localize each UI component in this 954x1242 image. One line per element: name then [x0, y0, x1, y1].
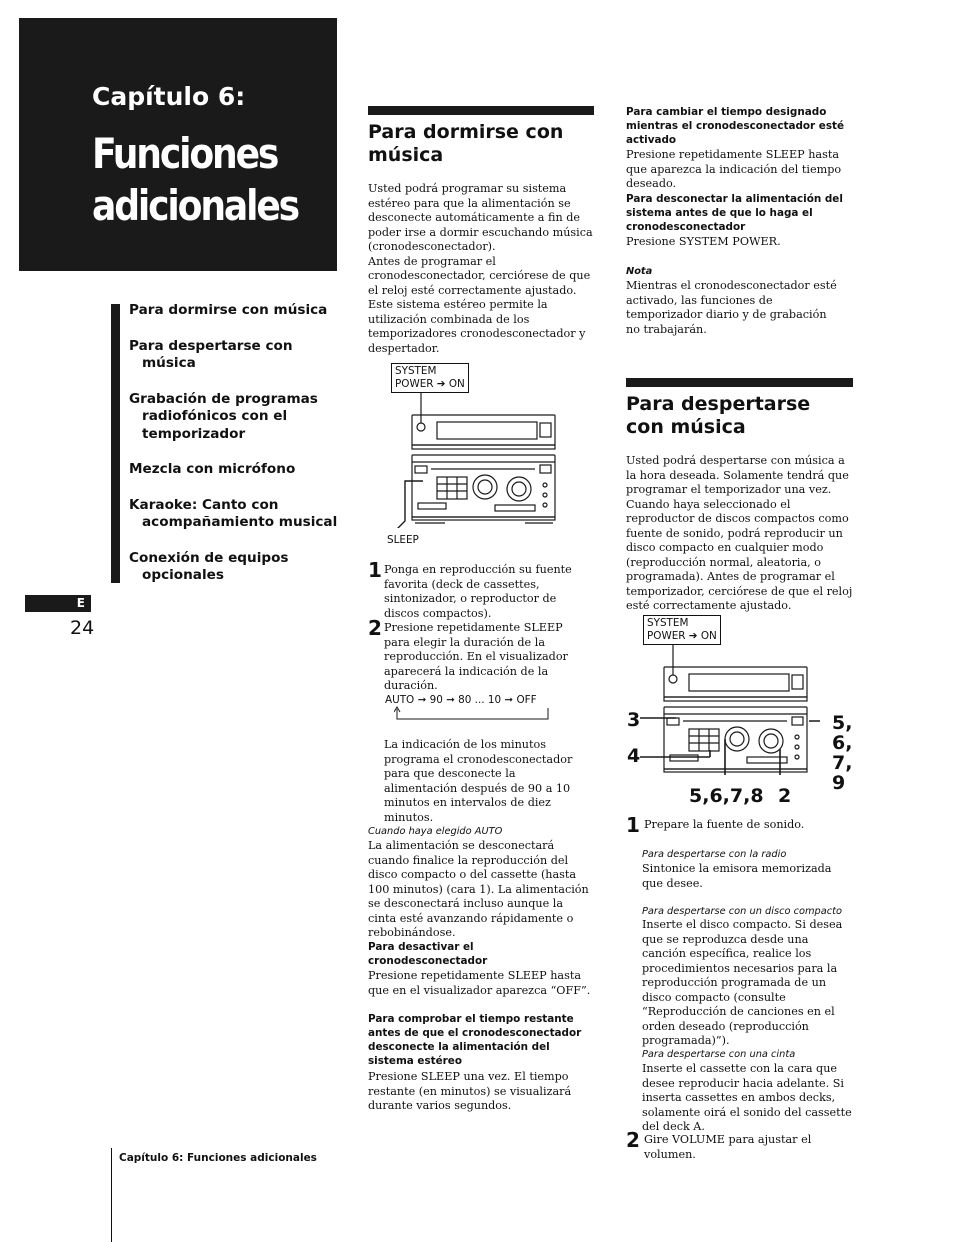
paragraph: Este sistema estéreo permite la utilización combinada de los temporizadores cronodesconectador y despertador.	[368, 298, 586, 355]
sequence-auto: AUTO	[385, 694, 415, 706]
table-of-contents	[129, 302, 349, 603]
callout-4: 4	[627, 745, 641, 767]
system-power-label: SYSTEM POWER ➔ ON	[643, 615, 721, 645]
section-bar	[626, 378, 853, 387]
wake-section-title: Para despertarse con música	[626, 393, 811, 438]
language-tag: E	[25, 595, 91, 612]
stereo-system-diagram-icon	[640, 645, 820, 775]
page-number: 24	[70, 617, 95, 639]
toc-bar	[111, 304, 120, 583]
sequence-90: 90	[429, 694, 443, 706]
toc-item[interactable]: Grabación de programas radiofónicos con el temporizador	[129, 390, 318, 442]
callout-2: 2	[778, 785, 792, 807]
sequence-80-10: 80 ... 10	[458, 694, 502, 706]
sleep-label: SLEEP	[387, 534, 419, 546]
toc-item[interactable]: Mezcla con micrófono	[129, 461, 296, 477]
step-text: Ponga en reproducción su fuente favorita (deck de cassettes, sintonizador, o reproductor de discos compactos).	[384, 563, 572, 620]
step-number: 2	[626, 1128, 640, 1152]
sleep-sequence	[385, 694, 585, 706]
auto-text: La alimentación se desconectará cuando finalice la reproducción del disco compacto o del cassette (hasta 100 minutos) (cara 1). La alimentación se desconectará incluso aunque la cinta esté avanzando rápidamente o rebobinándose.	[368, 839, 589, 939]
toc-item[interactable]: Karaoke: Canto con acompañamiento musical	[129, 496, 338, 530]
arrow-right-icon: ➞	[446, 694, 459, 706]
chapter-title-line-1: Funciones	[92, 129, 278, 178]
step-number: 1	[368, 558, 382, 582]
running-footer: Capítulo 6: Funciones adicionales	[119, 1152, 317, 1164]
wake-intro: Usted podrá despertarse con música a la hora deseada. Solamente tendrá que programar el temporizador una vez. Cuando haya seleccionado el reproductor de discos compactos como fuente de sonido, podrá reproducir un disco compacto en cualquier modo (reproducción normal, aleatoria, o programada). Antes de programar el temporizador, cerciórese de que el reloj esté correctamente ajustado.	[626, 454, 853, 612]
chapter-title-line-2: adicionales	[92, 181, 299, 230]
sleep-section-title: Para dormirse con música	[368, 121, 564, 166]
cd-text: Inserte el disco compacto. Si desea que se reproduzca desde una canción específica, realice los procedimientos necesarios para la reproducción programada de un disco compacto (consulte “Reproducción de canciones en el orden deseado (reproducción programada)”).	[642, 918, 843, 1047]
deactivate-heading: Para desactivar el cronodesconectador	[368, 941, 488, 967]
step-number: 2	[368, 616, 382, 640]
loop-arrow-icon	[394, 706, 554, 724]
step-number: 1	[626, 813, 640, 837]
arrow-right-icon: ➞	[504, 694, 517, 706]
change-heading: Para cambiar el tiempo designado mientras el cronodesconectador esté activado	[626, 106, 845, 146]
check-heading: Para comprobar el tiempo restante antes de que el cronodesconectador desconecte la alimentación del sistema estéreo	[368, 1013, 582, 1067]
arrow-right-icon: ➞	[417, 694, 430, 706]
tape-heading: Para despertarse con una cinta	[642, 1049, 796, 1060]
toc-item[interactable]: Para despertarse con música	[129, 337, 293, 371]
stereo-system-diagram-icon	[385, 393, 565, 528]
callout-5-6-7-9: 5, 6, 7, 9	[832, 712, 853, 794]
step-text: Presione repetidamente SLEEP para elegir la duración de la reproducción. En el visualizador aparecerá la indicación de la duración.	[384, 621, 568, 692]
footer-rule	[111, 1148, 112, 1242]
check-text: Presione SLEEP una vez. El tiempo restante (en minutos) se visualizará durante varios segundos.	[368, 1070, 572, 1112]
deactivate-text: Presione repetidamente SLEEP hasta que en el visualizador aparezca “OFF”.	[368, 969, 591, 997]
step2-note: La indicación de los minutos programa el cronodesconectador para que desconecte la alimentación después de 90 a 10 minutos en intervalos de diez minutos.	[384, 738, 573, 824]
system-power-label: SYSTEM POWER ➔ ON	[391, 363, 469, 393]
chapter-label: Capítulo 6:	[92, 82, 246, 111]
tape-text: Inserte el cassette con la cara que desee reproducir hacia adelante. Si inserta cassettes en ambos decks, solamente oirá el sonido del cassette del deck A.	[642, 1062, 852, 1133]
change-text: Presione repetidamente SLEEP hasta que aparezca la indicación del tiempo deseado.	[626, 148, 842, 190]
toc-item[interactable]: Conexión de equipos opcionales	[129, 549, 289, 583]
radio-heading: Para despertarse con la radio	[642, 849, 787, 860]
callout-3: 3	[627, 709, 641, 731]
off-text: Presione SYSTEM POWER.	[626, 235, 781, 248]
step-text: Prepare la fuente de sonido.	[644, 818, 805, 831]
radio-text: Sintonice la emisora memorizada que desee.	[642, 862, 832, 890]
toc-item[interactable]: Para dormirse con música	[129, 302, 328, 318]
paragraph: Antes de programar el cronodesconectador, cerciórese de que el reloj esté correctamente ajustado.	[368, 254, 591, 297]
note-text: Mientras el cronodesconectador esté activado, las funciones de temporizador diario y de grabación no trabajarán.	[626, 279, 837, 336]
step-text: Gire VOLUME para ajustar el volumen.	[644, 1133, 812, 1161]
off-heading: Para desconectar la alimentación del sistema antes de que lo haga el cronodesconectador	[626, 193, 843, 233]
sleep-intro	[368, 182, 594, 356]
note-heading: Nota	[626, 266, 653, 277]
sequence-off: OFF	[516, 694, 537, 706]
cd-heading: Para despertarse con un disco compacto	[642, 906, 842, 917]
auto-heading: Cuando haya elegido AUTO	[368, 826, 503, 837]
paragraph: Usted podrá programar su sistema estéreo para que la alimentación se desconecte automáticamente a fin de poder irse a dormir escuchando música (cronodesconectador).	[368, 182, 593, 253]
chapter-title	[92, 128, 298, 232]
section-bar	[368, 106, 594, 115]
callout-5-6-7-8: 5,6,7,8	[689, 785, 764, 807]
